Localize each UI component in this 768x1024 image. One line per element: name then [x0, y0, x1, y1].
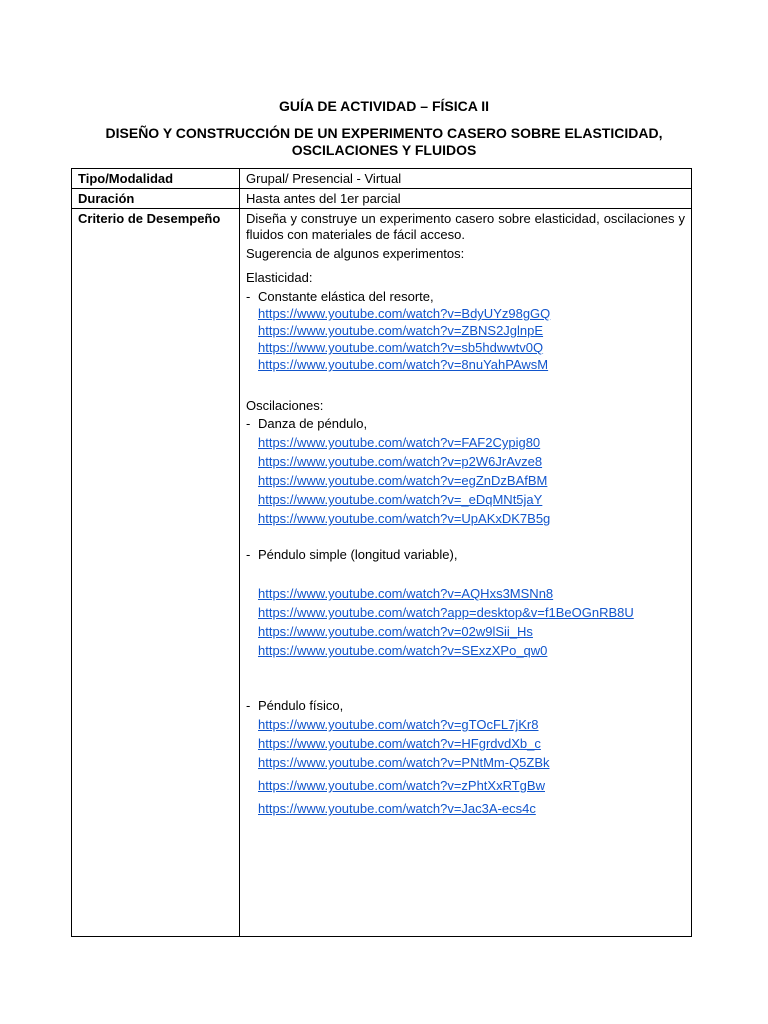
- fisico-item: [246, 698, 685, 714]
- youtube-link[interactable]: https://www.youtube.com/watch?v=PNtMm-Q5ZBk: [258, 755, 550, 770]
- youtube-link[interactable]: https://www.youtube.com/watch?v=BdyUYz98gGQ: [258, 306, 551, 321]
- youtube-link[interactable]: https://www.youtube.com/watch?v=8nuYahPAwsM: [258, 357, 549, 372]
- youtube-link[interactable]: https://www.youtube.com/watch?v=ZBNS2JglnpE: [258, 323, 544, 338]
- table-row-criterio: [72, 209, 692, 937]
- youtube-link[interactable]: https://www.youtube.com/watch?v=_eDqMNt5jaY: [258, 492, 543, 507]
- youtube-link[interactable]: https://www.youtube.com/watch?v=zPhtXxRTgBw: [258, 778, 545, 793]
- activity-table: [71, 168, 692, 937]
- tipo-value: Grupal/ Presencial - Virtual: [240, 169, 692, 189]
- youtube-link[interactable]: https://www.youtube.com/watch?v=HFgrdvdXb_c: [258, 736, 541, 751]
- elasticidad-item-label: Constante elástica del resorte,: [258, 289, 434, 304]
- simple-links: [258, 585, 685, 659]
- youtube-link[interactable]: https://www.youtube.com/watch?v=egZnDzBAfBM: [258, 473, 548, 488]
- criterio-intro: Diseña y construye un experimento casero sobre elasticidad, oscilaciones y fluidos con materiales de fácil acceso.: [246, 211, 685, 242]
- fisico-item-label: Péndulo físico,: [258, 698, 344, 713]
- youtube-link[interactable]: https://www.youtube.com/watch?v=AQHxs3MSNn8: [258, 586, 554, 601]
- youtube-link[interactable]: https://www.youtube.com/watch?v=p2W6JrAvze8: [258, 454, 543, 469]
- youtube-link[interactable]: https://www.youtube.com/watch?v=FAF2Cypig80: [258, 435, 541, 450]
- list-dash: -: [246, 547, 251, 562]
- table-row-tipo: [72, 169, 692, 189]
- youtube-link[interactable]: https://www.youtube.com/watch?v=gTOcFL7jKr8: [258, 717, 539, 732]
- danza-item: [246, 416, 685, 432]
- youtube-link[interactable]: https://www.youtube.com/watch?v=Jac3A-ecs4c: [258, 801, 536, 816]
- list-dash: -: [246, 289, 251, 304]
- simple-item-label: Péndulo simple (longitud variable),: [258, 547, 458, 562]
- youtube-link[interactable]: https://www.youtube.com/watch?v=sb5hdwwtv0Q: [258, 340, 544, 355]
- tipo-label: Tipo/Modalidad: [72, 169, 240, 189]
- simple-item: [246, 547, 685, 563]
- subtitle-line-2: OSCILACIONES Y FLUIDOS: [291, 142, 477, 158]
- oscilaciones-heading: Oscilaciones:: [246, 398, 324, 413]
- document-title: GUÍA DE ACTIVIDAD – FÍSICA II: [278, 98, 489, 114]
- elasticidad-links: [258, 305, 685, 373]
- subtitle-line-1: DISEÑO Y CONSTRUCCIÓN DE UN EXPERIMENTO CASERO SOBRE ELASTICIDAD,: [105, 125, 663, 141]
- criterio-label: Criterio de Desempeño: [72, 209, 240, 937]
- youtube-link[interactable]: https://www.youtube.com/watch?v=UpAKxDK7B5g: [258, 511, 551, 526]
- elasticidad-heading: Elasticidad:: [246, 270, 313, 285]
- duracion-label: Duración: [72, 189, 240, 209]
- list-dash: -: [246, 698, 251, 713]
- criterio-value: [240, 209, 692, 937]
- elasticidad-item: [246, 289, 685, 305]
- fisico-links: [258, 716, 685, 817]
- sugerencia-text: Sugerencia de algunos experimentos:: [246, 246, 465, 261]
- document-subtitle: [0, 125, 768, 159]
- youtube-link[interactable]: https://www.youtube.com/watch?v=02w9lSii_Hs: [258, 624, 533, 639]
- youtube-link[interactable]: https://www.youtube.com/watch?v=SExzXPo_qw0: [258, 643, 548, 658]
- danza-item-label: Danza de péndulo,: [258, 416, 368, 431]
- duracion-value: Hasta antes del 1er parcial: [240, 189, 692, 209]
- youtube-link[interactable]: https://www.youtube.com/watch?app=desktop&v=f1BeOGnRB8U: [258, 605, 634, 620]
- table-row-duracion: [72, 189, 692, 209]
- list-dash: -: [246, 416, 251, 431]
- danza-links: [258, 434, 685, 527]
